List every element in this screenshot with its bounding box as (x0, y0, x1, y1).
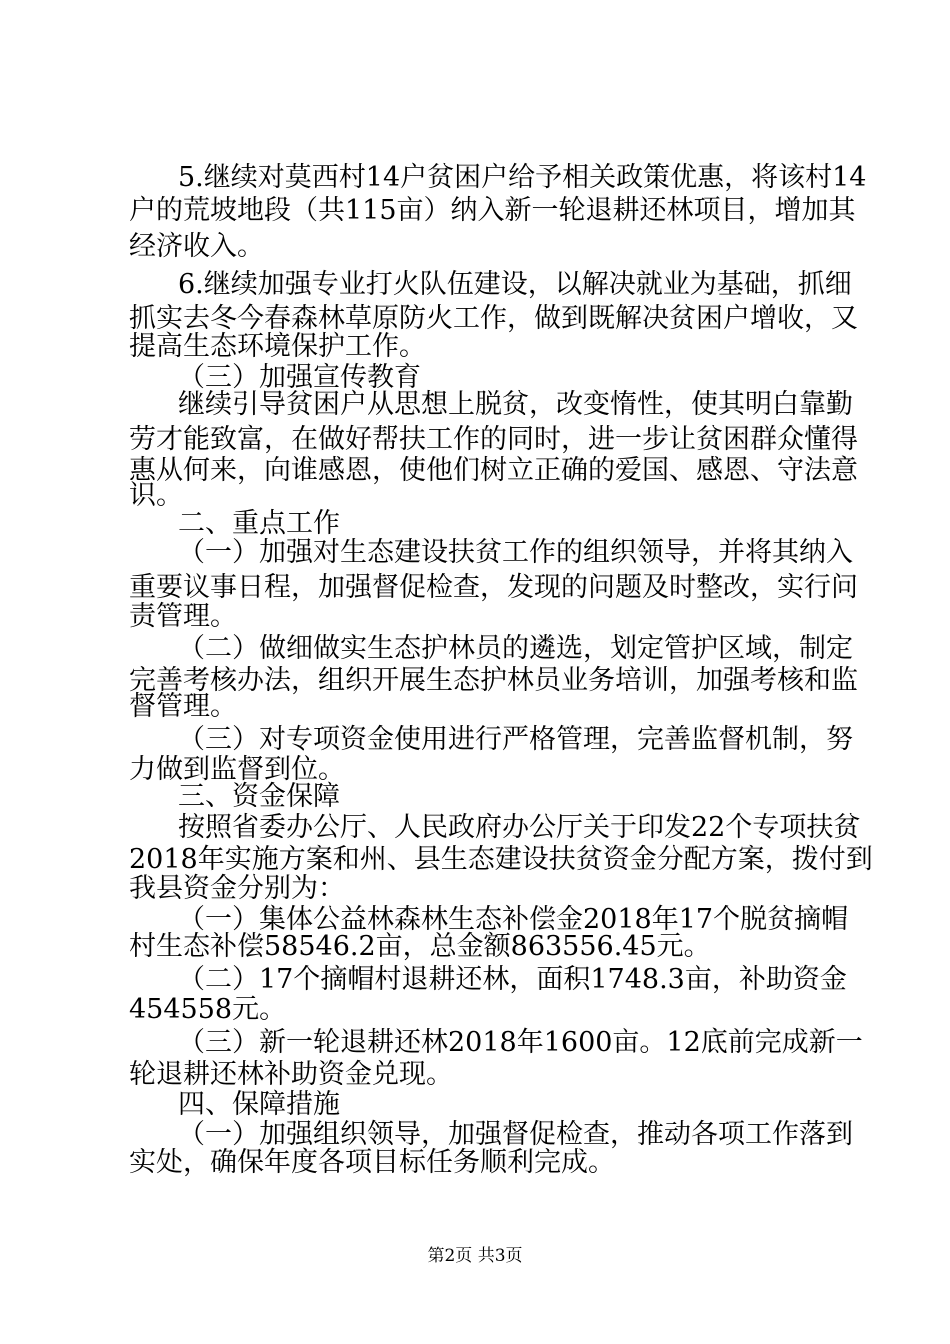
text-line: 5.继续对莫西村14户贫困户给予相关政策优惠，将该村14 (178, 162, 867, 193)
text-line: 提高生态环境保护工作。 (129, 331, 426, 362)
text-line: 我县资金分别为： (129, 873, 345, 904)
page-number-footer: 第2页 共3页 (427, 1246, 523, 1266)
text-line: 轮退耕还林补助资金兑现。 (129, 1059, 453, 1090)
text-line: 继续引导贫困户从思想上脱贫，改变惰性，使其明白靠勤 (178, 389, 853, 420)
text-line: 重要议事日程，加强督促检查，发现的问题及时整改，实行问 (129, 572, 858, 603)
text-line: 6.继续加强专业打火队伍建设，以解决就业为基础，抓细 (178, 269, 852, 300)
text-line: 督管理。 (129, 691, 237, 722)
text-line: 经济收入。 (129, 231, 264, 262)
text-line: 完善考核办法，组织开展生态护林员业务培训，加强考核和监 (129, 665, 858, 696)
text-line: （二）17个摘帽村退耕还林，面积1748.3亩，补助资金 (178, 964, 847, 995)
text-line: 责管理。 (129, 601, 237, 632)
text-line: （二）做细做实生态护林员的遴选，划定管护区域，制定 (178, 633, 853, 664)
section-heading: 四、保障措施 (178, 1089, 340, 1120)
text-line: （一）集体公益林森林生态补偿金2018年17个脱贫摘帽 (178, 904, 849, 935)
text-line: 惠从何来，向谁感恩，使他们树立正确的爱国、感恩、守法意 (129, 455, 858, 486)
section-heading: 三、资金保障 (178, 781, 340, 812)
text-line: （一）加强对生态建设扶贫工作的组织领导，并将其纳入 (178, 537, 853, 568)
text-line: （一）加强组织领导，加强督促检查，推动各项工作落到 (178, 1119, 853, 1150)
text-line: 抓实去冬今春森林草原防火工作，做到既解决贫困户增收，又 (129, 303, 858, 334)
text-line: （三）新一轮退耕还林2018年1600亩。12底前完成新一 (178, 1027, 863, 1058)
text-line: 户的荒坡地段（共115亩）纳入新一轮退耕还林项目，增加其 (129, 195, 856, 226)
text-line: 力做到监督到位。 (129, 754, 345, 785)
section-heading: 二、重点工作 (178, 508, 340, 539)
text-line: 识。 (129, 480, 183, 511)
text-line: 劳才能致富，在做好帮扶工作的同时，进一步让贫困群众懂得 (129, 424, 858, 455)
text-line: 实处，确保年度各项目标任务顺利完成。 (129, 1147, 615, 1178)
text-line: 2018年实施方案和州、县生态建设扶贫资金分配方案，拨付到 (129, 844, 873, 875)
text-line: （三）对专项资金使用进行严格管理，完善监督机制，努 (178, 724, 853, 755)
text-line: 村生态补偿58546.2亩，总金额863556.45元。 (129, 931, 711, 962)
section-heading: （三）加强宣传教育 (178, 362, 421, 393)
text-line: 454558元。 (129, 994, 287, 1025)
text-line: 按照省委办公厅、人民政府办公厅关于印发22个专项扶贫 (178, 812, 861, 843)
